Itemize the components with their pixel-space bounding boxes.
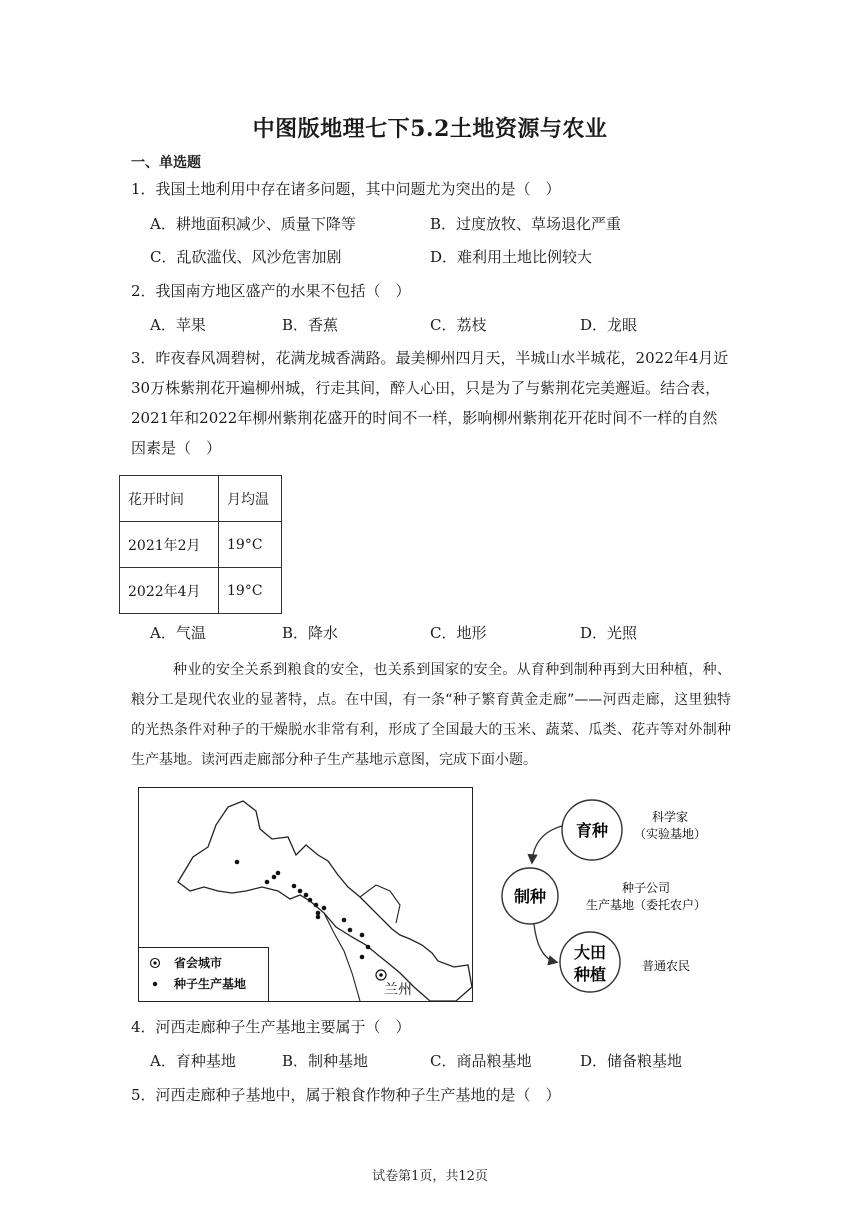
q3-option-d[interactable]: D．光照 [580,624,638,642]
question-1: 1．我国土地利用中存在诸多问题，其中问题尤为突出的是（ ） [131,180,561,198]
table-cell: 2022年4月 [120,568,219,614]
reading-material: 种业的安全关系到粮食的安全，也关系到国家的安全。从育种到制种再到大田种植，种、粮分工是现代农业的显著特，点。在中国，有一条“种子繁育黄金走廊”——河西走廊，这里独特的光热条件对种子的干燥脱水非常有利，形成了全国最大的玉米、蔬菜、瓜类、花卉等对外制种生产基地。读河西走廊部分种子生产基地示意图，完成下面小题。 [131,662,731,768]
q2-option-d[interactable]: D．龙眼 [580,316,638,334]
step-field-line2: 种植 [573,965,607,984]
question-4: 4．河西走廊种子生产基地主要属于（ ） [131,1018,411,1036]
q2-option-b[interactable]: B．香蕉 [282,316,339,334]
q1-option-b[interactable]: B．过度放牧、草场退化严重 [430,215,622,233]
step-production: 制种 [513,887,547,906]
question-2: 2．我国南方地区盛产的水果不包括（ ） [131,282,411,300]
table-cell: 19°C [219,522,282,568]
q3-option-c[interactable]: C．地形 [430,624,487,642]
breeding-desc-2: （实验基地） [633,827,707,841]
question-5: 5．河西走廊种子基地中，属于粮食作物种子生产基地的是（ ） [131,1086,561,1104]
step-field-line1: 大田 [573,943,607,962]
table-cell: 2021年2月 [120,522,219,568]
legend-base-label: 种子生产基地 [174,977,247,991]
production-desc-1: 种子公司 [621,881,671,895]
q4-option-b[interactable]: B．制种基地 [282,1052,369,1070]
table-header: 花开时间 [120,476,219,522]
q1-option-a[interactable]: A．耕地面积减少、质量下降等 [150,215,356,233]
section-heading: 一、单选题 [131,155,201,171]
breeding-desc-1: 科学家 [651,810,689,824]
q2-option-a[interactable]: A．苹果 [150,316,206,334]
q3-option-b[interactable]: B．降水 [282,624,339,642]
step-breeding: 育种 [575,821,609,840]
table-row [120,522,282,568]
table-row [120,568,282,614]
city-label: 兰州 [384,982,412,998]
table-header: 月均温 [219,476,282,522]
q4-option-d[interactable]: D．储备粮基地 [580,1052,683,1070]
q3-option-a[interactable]: A．气温 [150,624,206,642]
page-title: 中图版地理七下5.2土地资源与农业 [252,116,608,142]
question-3: 3．昨夜春风凋碧树，花满龙城香满路。最美柳州四月天，半城山水半城花，2022年4月近30万株紫荆花开遍柳州城，行走其间，醉人心田，只是为了与紫荆花完美邂逅。结合表，2021年和2022年柳州紫荆花盛开的时间不一样，影响柳州紫荆花开花时间不一样的自然因素是（ ） [131,349,729,457]
q4-option-c[interactable]: C．商品粮基地 [430,1052,532,1070]
production-desc-2: 生产基地（委托农户） [585,898,707,912]
field-desc: 普通农民 [641,959,691,973]
hexi-corridor-map [138,787,474,1003]
arrow-breeding-to-production [532,826,562,862]
table-header-row [120,476,282,522]
bloom-table [119,475,282,614]
seed-flow-diagram [494,790,744,1000]
q2-option-c[interactable]: C．荔枝 [430,316,487,334]
arrow-production-to-field [534,924,556,962]
table-cell: 19°C [219,568,282,614]
page-footer: 试卷第1页，共12页 [372,1169,488,1184]
legend-capital-label: 省会城市 [174,956,223,970]
q1-option-d[interactable]: D．难利用土地比例较大 [430,248,593,266]
q4-option-a[interactable]: A．育种基地 [150,1052,236,1070]
q1-option-c[interactable]: C．乱砍滥伐、风沙危害加剧 [150,248,342,266]
